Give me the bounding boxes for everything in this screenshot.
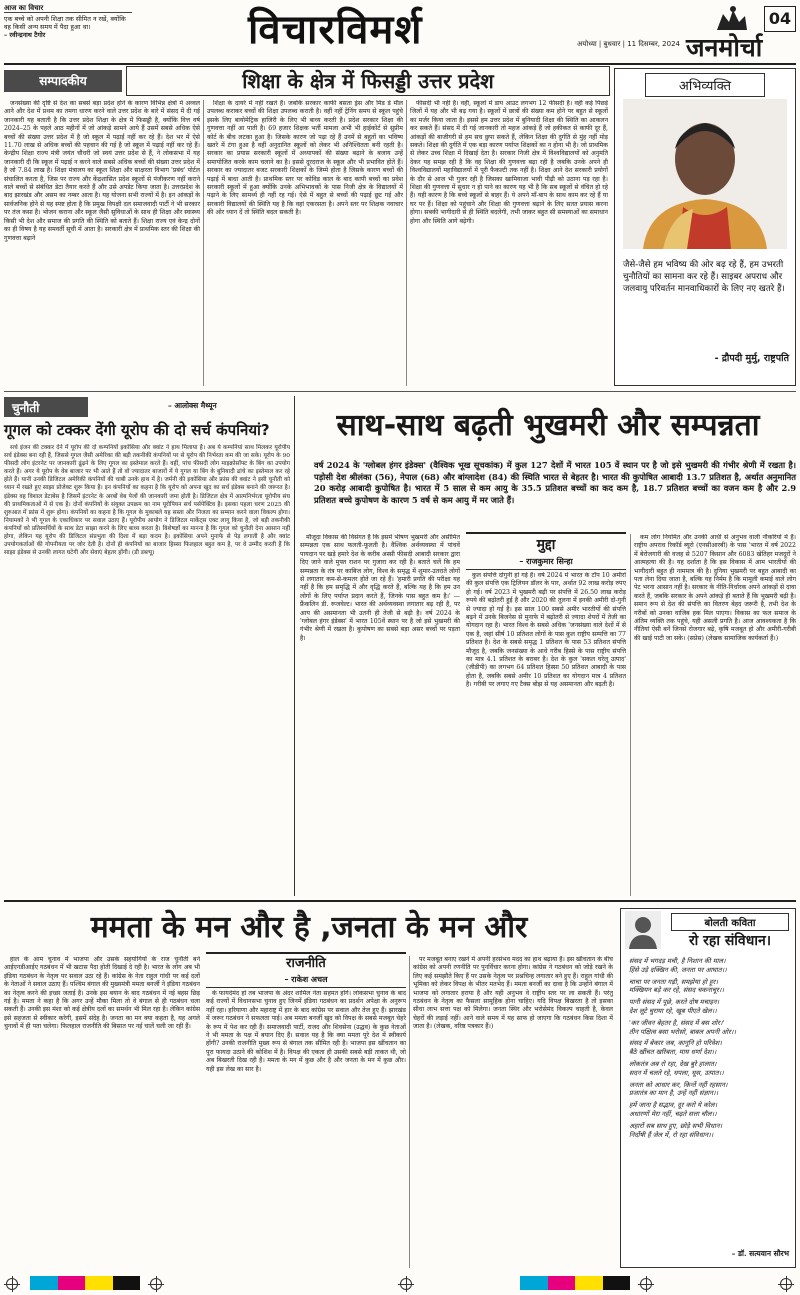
- col-divider: [630, 534, 631, 896]
- poem-line: अधारणों मेरा नहीं, चढ़ते सत्ता चौल।।: [629, 1109, 717, 1118]
- opinion-attribution: - द्रौपदी मुर्मु, राष्ट्रपति: [714, 353, 789, 364]
- challenge-author: – आलोक्स मैथ्यून: [168, 401, 217, 410]
- poem-poet: – डॉ. सत्यवान सौरभ: [731, 1249, 789, 1258]
- poem-line: बैठे खींचत खरिबता, माघ धर्णा देश।।: [629, 1048, 717, 1057]
- col-divider: [409, 956, 410, 1268]
- editorial-headline: शिक्षा के क्षेत्र में फिसड्डी उत्तर प्रदेश: [126, 66, 610, 96]
- poem-line: पानी संसद में पूछे, करते दोष मचाइन।: [629, 998, 719, 1007]
- editorial-col-1-text: जनसंख्या की दृष्टि से देश का सबसे बड़ा प्रदेश होने के कारण विभिन्न क्षेत्रों में अव्वल आने और देश में प्रथम का तमगा धारण करने वाले उत्तर प्रदेश के बारे में संसद में दी गई जानकारी यह बताती है कि उत्तर प्रदेश शिक्षा के क्षेत्र में फिसड्डी है, क्योंकि वित्त वर्ष 2024–25 के पहले आठ महीनों में जो आंकड़े सामने आये हैं उसमें सबसे अधिक ऐसे बच्चों की संख्या उत्तर प्रदेश में है जो स्कूल में पढ़ाई नहीं कर रहे हैं। देश भर में ऐसे 11.70 लाख से अधिक बच्चों की पहचान की गई है जो स्कूल में पढ़ाई नहीं कर रहे हैं। केन्द्रीय शिक्षा राज्य मंत्री जयंत चौधरी जो स्वयं उत्तर प्रदेश से हैं, ने लोकसभा में यह जानकारी दी कि स्कूल में पढ़ाई न करने वाले सबसे अधिक बच्चों की संख्या उत्तर प्रदेश में है जो 7.84 लाख है। शिक्षा मंत्रालय का स्कूल शिक्षा और साक्षरता विभाग 'प्रबंध' पोर्टल संचालित करता है, जिस पर राज्य और केंद्रशासित प्रदेश स्कूलों से पंजीकरण नहीं कराने वाले बच्चों से संबंधित डेटा तैयार करते हैं और उसे अपडेट किया जाता है। उत्तरप्रदेश के बाद झारखंड और असम का नम्बर आता है। यह योजना सभी राज्यों में है। इन आंकड़ों के सार्वजनिक होने से यह स्पष्ट होता है कि प्रमुख विपक्षी दल समाजवादी पार्टी ने भी सरकार पर तंज कसा है। भोजन कराना और स्कूल जैसी सुविधाओं के साथ ही शिक्षा और स्वास्थ्य किसी भी देश और समाज की प्रगति की स्थिति को बताते हैं। शिक्षा राज्य एवं केन्द्र दोनों का ही विषय है यह समवर्ती सूची में आता है। सरकारी क्षेत्र में प्राथमिक स्तर की शिक्षा की गुणवत्ता बढ़ाने: [4, 100, 200, 242]
- poem-box: [620, 908, 796, 1268]
- section-rule: [4, 391, 796, 392]
- opinion-title: अभिव्यक्ति: [645, 73, 765, 97]
- challenge-headline: गूगल को टक्कर देंगी यूरोप की दो सर्च कंपनियां?: [4, 421, 270, 439]
- section-title: [248, 2, 422, 58]
- poem-label: बोलती कविता: [671, 913, 789, 931]
- poem-line: संसद में भगदड़ मची, है निशान की माल।: [629, 957, 726, 965]
- editorial-label: सम्पादकीय: [4, 70, 122, 92]
- thought-box: [4, 4, 132, 60]
- feature-col-2: [466, 572, 626, 896]
- poem-line: अहारों सब साथ हुए, छोड़े सभी विधान।: [629, 1121, 723, 1130]
- portrait-icon: [623, 99, 787, 249]
- poet-portrait-icon: [625, 911, 661, 949]
- opinion-box: [614, 68, 796, 386]
- mudda-author: – राजकुमार सिन्हा: [466, 556, 626, 570]
- poem-line: निर्दोषी हैं जेल में, रो रहा संविधान।।: [629, 1130, 714, 1139]
- page-number: 04: [764, 6, 796, 32]
- thought-box-title: आज का विचार: [4, 4, 132, 13]
- challenge-label: चुनौती: [4, 397, 88, 417]
- feature-col-3: [634, 534, 796, 896]
- feature-headline: साथ-साथ बढ़ती भुखमरी और सम्पन्नता: [336, 408, 760, 443]
- poem-line: प्रजातंत्र का मान है, उन्हें नहीं संज्ञान।।: [629, 1089, 719, 1098]
- politics-col-3: [413, 956, 613, 1268]
- politics-col-3-text: पर मजबूत बनाए रखने में अपनी हरसंभव मदद का हाथ बढ़ाया है। इस खींचतान के बीच कांग्रेस को अपनी रणनीति पर पुनर्विचार करना होगा। कांग्रेस ने गठबंधन को जोड़े रखने के लिए कई समझौते किए हैं पर उसके नेतृत्व पर प्रश्नचिन्ह लगातार बने हुए हैं। राहुल गांधी की भूमिका को लेकर विपक्ष के भीतर मतभेद हैं। ममता बनर्जी का दावा है कि उन्होंने बंगाल में भाजपा को लगातार हराया है और यही अनुभव वे राष्ट्रीय स्तर पर ला सकती हैं। परंतु गठबंधन के नेतृत्व का फैसला सामूहिक होना चाहिए। यदि विपक्ष बिखरता है तो इसका सीधा लाभ सत्ता पक्ष को मिलेगा। जनता स्थिर और भरोसेमंद विकल्प चाहती है, केवल चेहरों की लड़ाई नहीं। आने वाले समय में यह साफ हो जाएगा कि गठबंधन किस दिशा में जाता है। (लेखक, वरिष्ठ पत्रकार हैं।): [413, 956, 613, 1031]
- registration-mark: [6, 1278, 18, 1290]
- editorial-col-2-text: शिक्षा के दायरे में नहीं रखते हैं। जबकि सरकार काफी बसता ड्रेस और मिड डे मील उपलब्ध कराकर बच्चों की शिक्षा उपलब्ध कराती है। वहीं नहीं ट्रेनिंग समय से स्कूल पहुंचे इसके लिए बायोमेट्रिक हाजिरी के लिए भी बाध्य करती है। प्रदेश सरकार शिक्षा की गुणवत्ता नहीं आ पाती है। 69 हजार शिक्षक भर्ती मामला अभी भी हाईकोर्ट से सुप्रीम कोर्ट के बीच लटका हुआ है। जिसके कारण जो पढ़ा रहे हैं उनमें से बहुतों का भविष्य खतरे में टंगा हुआ है वहीं अनुदानित स्कूलों को लेकर भी अनिश्चितता बनी रहती है। सरकार का प्रयास सरकारी स्कूलों में अध्यापकों की संख्या बढ़ाने के बजाय उन्हें समायोजित करके काम चलाने का है। इससे दूरदराज के स्कूल और भी प्रभावित होते हैं। सरकार का ज्यादातर बजट सरकारी शिक्षकों के जिम्मे होता है जिसके कारण बच्चों की पढ़ाई में बाधा आती है। प्राथमिक स्तर पर कोविड काल के बाद कापी बच्चों का प्रवेश सरकारी स्कूलों में हुआ क्योंकि उनके अभिभावकों के पास निजी क्षेत्र के विद्यालयों में पढ़ाने के लिए सामर्थ्य ही नहीं रह गई। ऐसे में बहुत से बच्चों की पढ़ाई छूट गई और सरकारी विद्यालयों की स्थिति यह है कि वहां एकरसता है। अपने स्तर पर शिक्षक नवाचार की ओर ध्यान दें तो स्थिति बदल सकती है।: [207, 100, 403, 217]
- politics-col-2-text: के फायदेमंद हो तब भाजपा के अंदर शामिल नेता सहमत होंगे। लोकसभा चुनाव के बाद कई राज्यों में विधानसभा चुनाव हुए जिनमें इंडिया गठबंधन का प्रदर्शन अपेक्षा के अनुरूप नहीं रहा। हरियाणा और महाराष्ट्र में हार के बाद कांग्रेस पर सवाल और तेज हुए हैं। झारखंड में जरूर गठबंधन ने सफलता पाई। अब ममता बनर्जी खुद को विपक्ष के सबसे मजबूत चेहरे के रूप में पेश कर रही हैं। समाजवादी पार्टी, राजद और शिवसेना (उद्धव) के कुछ नेताओं ने भी ममता के पक्ष में बयान दिए हैं। सवाल यह है कि क्या ममता पूरे देश में स्वीकार्य होंगी? उनकी राजनीति मुख्य रूप से बंगाल तक सीमित रही है। भाजपा इस खींचतान का पूरा फायदा उठाने की कोशिश में है। विपक्ष की एकता ही उसकी सबसे बड़ी ताकत थी, जो अब बिखरती दिख रही है। ममता के मन में कुछ और है और जनता के मन में कुछ और। यही इस लेख का सार है।: [206, 990, 406, 1073]
- cmyk-swatch: [548, 1276, 576, 1290]
- poem-line: हमें जाना है सद्भाव, दूर करो ये कोल।: [629, 1101, 717, 1110]
- poem-line: चाचा पर जनता गढ़ी, समझेया हो हूर।: [629, 977, 718, 986]
- poem-line: तीन पक्षित्व बसा भरोसो, बाबल अपनी ओर।।: [629, 1027, 736, 1036]
- politics-col-1-text: हाल के आम चुनाव में भाजपा और उसके सहयोगियों के राज चुनौती बने आईएनडीआईए गठबंधन में भी खटास पैदा होती दिखाई दे रही है। भारत के लोग अब भी इंडिया गठबंधन के नेतृत्व पर सवाल उठा रहे हैं। कांग्रेस के नेता राहुल गांधी पर कई दलों के नेताओं ने सवाल उठाए हैं। पश्चिम बंगाल की मुख्यमंत्री ममता बनर्जी ने इंडिया गठबंधन का नेतृत्व करने की इच्छा जताई है। उनके इस बयान के बाद गठबंधन में नई बहस छिड़ गई है। ममता ने कहा है कि अगर उन्हें मौका मिला तो वे बंगाल से ही गठबंधन चला सकती हैं। उनकी इस मंशा को कई क्षेत्रीय दलों का समर्थन भी मिल रहा है। लेकिन कांग्रेस इसे सहजता से स्वीकार करेगी, इसमें संदेह है। जनता का मन क्या कहता है, यह अगले चुनावों में ही पता चलेगा। फिलहाल राजनीति की बिसात पर नई चालें चली जा रही हैं।: [4, 956, 200, 1031]
- editorial-col-2: [207, 100, 403, 386]
- section-rule: [4, 900, 796, 902]
- cmyk-swatch: [30, 1276, 58, 1290]
- feature-col-3-text: कम लोग नियमित और उनकी आधी से अनुभव वाली नौकरियों में हैं। राष्ट्रीय अपराध रिकॉर्ड ब्यूरो (एनसीआरबी) के पास 'भारत में वर्ष 2022 में बेरोजगारी की वजह से 5207 किसान और 6083 खेतिहर मजदूरों ने आत्महत्या की है। यह दर्शाता है कि इस विकास में आम भारतीयों की भागीदारी बहुत ही नाममात्र की है। दुनिया भुखमरी पर बहुत आबादी का पता लेना दिया जाता है, बल्कि यह निर्मम है कि मामूली कमाई वाले लोग पेट भरना आसान नहीं है। सरकार के नीति-निर्धारक अपने आंकड़ों से दावा करते हैं, जबकि सरकार के अपने आंकड़े ही बताते हैं कि भुखमरी बढ़ी है। समान रूप से देश की संपत्ति का वितरण बेहद जरूरी है, तभी देश के गरीबों को उनका वाजिब हक मिल पाएगा। विकास का फल समाज के अंतिम व्यक्ति तक पहुंचे, यही असली प्रगति है। आज आवश्यकता है कि नीतियां ऐसी बनें जिनसे रोजगार बढ़े, कृषि मजबूत हो और अमीरी-गरीबी की खाई पाटी जा सके। (सप्रेस) (लेखक सामाजिक कार्यकर्ता हैं।): [634, 534, 796, 642]
- poem-line: 'कर जीवन बेहतर है, संसद में बस शोर।': [629, 1018, 725, 1027]
- masthead-rule: [4, 63, 796, 65]
- president-photo: [623, 99, 787, 249]
- section-title-b: विमर्श: [335, 7, 423, 53]
- politics-col-1: [4, 956, 200, 1268]
- cmyk-bar: [520, 1276, 630, 1290]
- cmyk-swatch: [58, 1276, 86, 1290]
- section-title-a: विचार: [248, 7, 336, 53]
- politics-col-2: [206, 990, 406, 1268]
- challenge-body-text: सर्च इंजन की टक्कर देने में यूरोप की दो कम्पनियों इकोसिया और क्वांट ने हाथ मिलाया है। अब ये कम्पनियां साथ मिलकर यूरोपीय सर्च इंडेक्स बना रही हैं, जिससे गूगल जैसी अमेरिका की बड़ी तकनीकी कंपनियों पर से यूरोप की निर्भरता कम की जा सके। यूरोप के 90 फीसदी लोग इंटरनेट पर जानकारी ढूंढ़ने के लिए गूगल का इस्तेमाल करते हैं। वहीं, पांच फीसदी लोग माइक्रोसॉफ्ट के बिंग का उपयोग करते हैं। अगर ये यूरोप के वेब बाजार पर भी आते हैं तो वो ज्यादातर बाजारों में ये गूगल या बिंग के बुनियादी ढांचे का इस्तेमाल कर रहे होते हैं। यानी उनकी डिजिटल अमेरिकी कंपनियों की चाबी उनके हाथ में है। जर्मनी की इकोसिया और फ्रांस की क्वांट ने इसी चुनौती को ध्यान में रखते हुए साझा प्रोजेक्ट शुरू किया है। इन कंपनियों का कहना है कि यूरोप को अपना खुद का सर्च इंडेक्स बनाने की जरूरत है। इंडेक्स वह विशाल डेटाबेस है जिसमें इंटरनेट के अरबों वेब पेजों की जानकारी जमा होती है। डिजिटल क्षेत्र में आत्मनिर्भरता यूरोपीय संघ की प्राथमिकताओं में से एक है। दोनों कंपनियों के संयुक्त उपक्रम का नाम यूरोपियन सर्च पर्सपेक्टिव है। इसका पहला चरण 2025 की शुरुआत में फ्रांस में शुरू होगा। कंपनियों का कहना है कि गूगल के मुकाबले यह सस्ता और निजता का सम्मान करने वाला विकल्प होगा। नियामकों ने भी गूगल के एकाधिकार पर सवाल उठाए हैं। यूरोपीय आयोग ने डिजिटल मार्केट्स एक्ट लागू किया है, जो बड़ी तकनीकी कंपनियों को प्रतिस्पर्धियों के साथ डेटा साझा करने के लिए बाध्य करता है। विशेषज्ञों का मानना है कि गूगल को चुनौती देना आसान नहीं होगा, लेकिन यह यूरोप की डिजिटल संप्रभुता की दिशा में बड़ा कदम है। इकोसिया अपने मुनाफे से पेड़ लगाती है और क्वांट उपयोगकर्ताओं की गोपनीयता पर जोर देती है। दोनों ही कंपनियों का बाजार हिस्सा फिलहाल बहुत कम है, पर वे उम्मीद करती हैं कि साझा इंडेक्स से उनकी लागत घटेगी और सेवाएं बेहतर होंगी। (डी डब्ल्यू): [4, 445, 290, 557]
- date-line: अयोध्या | बुधवार | 11 दिसम्बर, 2024: [576, 40, 680, 48]
- col-divider: [203, 100, 204, 386]
- cmyk-swatch: [575, 1276, 603, 1290]
- opinion-quote: जैसे-जैसे हम भविष्य की ओर बढ़ रहे हैं, हम उभरती चुनौतियों का सामना कर रहे हैं। साइबर अपराध और जलवायु परिवर्तन मानवाधिकारों के लिए नए खतरे हैं।: [623, 260, 785, 294]
- editorial-col-3: [410, 100, 608, 386]
- registration-mark: [150, 1278, 162, 1290]
- politics-author: – राकेश अचल: [206, 974, 406, 988]
- poem-title: रो रहा संविधान।: [688, 933, 772, 949]
- poem-line: मक्खियन बड़े कर रहे, संसद चकनाचूर।।: [629, 986, 724, 995]
- registration-mark: [400, 1278, 412, 1290]
- col-divider: [294, 396, 295, 896]
- politics-label: राजनीति: [206, 952, 406, 972]
- poem-lines: [629, 957, 791, 1139]
- feature-col-2-text: कुल संपत्ति दोगुनी हो गई है। वर्ष 2024 में भारत के टॉप 10 अमीरों की कुल संपत्ति एक ट्रिलियन डॉलर के पार, अर्थात 92 लाख करोड़ रुपए हो गई। वर्ष 2023 में भुखमरी बढ़ी पर संपत्ति में 26.50 लाख करोड़ रुपये की बढ़ोतरी हुई है और 2020 की तुलना में इनकी अमीरी दो-गुनी से ज्यादा हो गई है। इस साल 100 सबसे अमीर भारतीयों की संपत्ति बढ़ने में उनके बिजनेस से मुनाफे में बढ़ोतरी से ज्यादा शेयरों में तेजी का योगदान रहा है। भारत विश्व के सबसे अधिक 'जनसंख्या वाले देशों में से एक है, जहां सीर्ष 10 प्रतिशत लोगों के पास कुल राष्ट्रीय सम्पत्ति का 77 प्रतिशत है। देश के सबसे समृद्ध 1 प्रतिशत के पास 53 प्रतिशत संपत्ति मौजूद है, जबकि जनसंख्या के आधे गरीब हिस्से के पास राष्ट्रीय संपत्ति का मात्र 4.1 प्रतिशत के बराबर है। देश के कुल 'सकल घरेलू उत्पाद' (जीडीपी) का लगभग 64 प्रतिशत हिस्सा 50 प्रतिशत आबादी के पास होता है, जबकि सबसे अमीर 10 प्रतिशत का योगदान मात्र 4 प्रतिशत है। गरीबी पर लगाए गए टैक्स बोझ से यह असमानता और बढ़ती है।: [466, 572, 626, 689]
- feature-col-1: [300, 534, 460, 896]
- thought-box-text: एक बच्चे को अपनी शिक्षा तक सीमित न रखें, क्योंकि वह किसी अन्य समय में पैदा हुआ था।: [4, 15, 126, 31]
- editorial-col-3-text: फीसदी भी नहीं है। वहीं, स्कूलों में डाय आउट लगभग 12 फीसदी है। वहीं कई पिछड़े जिलों में यह और भी बढ़ गया है। स्कूलों में छात्रों की संख्या कम होने पर बहुत से स्कूलों का मर्जर किया जाता है। इससे हम उत्तर प्रदेश में बुनियादी शिक्षा की स्थिति का आकलन कर सकते हैं। संसद में दी गई जानकारी तो महज आंकड़े हैं जो हकीकत से काफी दूर हैं, आंकड़ों की बाजीगरी से हम सच छुपा सकते हैं, लेकिन शिक्षा की दुर्गति से मुंह नहीं मोड़ सकते। शिक्षा की दुर्गति में एक बड़ा कारण पर्याप्त शिक्षकों का न होना भी है। जो प्राथमिक से लेकर उच्च शिक्षा में दिखाई देता है। सरकार निजी क्षेत्र में विश्वविद्यालयों को अनुमति देकर यह समझ रही है कि वह शिक्षा की गुणवत्ता बढ़ा रही है जबकि उनके अपने ही विश्वविद्यालयों महाविद्यालयों में पूरी फैकल्टी तक नहीं है। शिक्षा आने देश सरकारी प्रयोगों के दौर से आज भी गुजर रही है जिसका खामियाजा भावी पीढ़ी को उठाना पड़ रहा है। शिक्षा की गुणवत्ता में सुधार न हो पाने का कारण यह भी है कि सब स्कूलों से वंचित हो रहे हैं। यही कारण है कि बच्चे स्कूलों से बाहर हैं। ये अपने माँ-बाप के साथ काम कर रहे हैं या घर पर हैं। शिक्षा को पहुंचाने और शिक्षा की गुणवत्ता बढ़ाने के लिए सतत प्रयास करना होगा। सबकी भागीदारी से ही स्थिति बदलेगी, तभी जाकर बहुत सी समस्याओं का समाधान होगा और स्थिति आगे बढ़ेगी।: [410, 100, 608, 225]
- paper-name: जनमोर्चा: [686, 33, 763, 62]
- poem-line: हिंसे उड़े दक्खिन की, जनता पर आघात।।: [629, 965, 727, 974]
- poem-line: लोकतंत्र अब रो रहा, देख बुरे हालात।: [629, 1059, 717, 1068]
- poem-line: सदन में चलते रहे, घपला, घूस, उत्पात।।: [629, 1068, 724, 1077]
- registration-mark: [640, 1278, 652, 1290]
- registration-mark: [780, 1278, 792, 1290]
- feature-col-1-text: मौजूदा विकास की विसंगत है कि इसमें भीषण भुखमरी और असीमित सम्पन्नता एक साथ फलती-फूलती है। वैश्विक अर्थव्यवस्था में पांचवें पायदान पर खड़े हमारे देश के करीब अस्सी फीसदी आबादी सरकार द्वारा दिए जाने वाले मुफ्त राशन पर गुजारा कर रही है। बताते चलें कि हम सम्पन्नता के तंत्र पर काबिज लोग, विश्व के समृद्ध में शुमार-उतराते लोगों से लगातार कम-से-कमतर होते जा रहे हैं। 'हमारी प्रगति की परीक्षा यह नहीं है कि हम समृद्धि में और वृद्धि करते हैं, बल्कि यह है कि हम उन लोगों के लिए पर्याप्त प्रदान करते हैं, जिनके पास बहुत कम है।' — फ्रैंकलिन डी. रूजवेल्ट। भारत की अर्थव्यवस्था लगातार बढ़ रही है, पर आय की असमानता भी उतनी ही तेजी से बढ़ी है। वर्ष 2024 के 'ग्लोबल हंगर इंडेक्स' में भारत 105वें स्थान पर है जो इसे भुखमरी की गंभीर श्रेणी में रखता है। कुपोषण का सबसे बड़ा असर बच्चों पर पड़ता है।: [300, 534, 460, 642]
- thought-box-author: – रवीन्द्रनाथ टैगोर: [4, 31, 46, 39]
- poem-line: संसद में बेकार जब, कानूनि हो परिवेश।: [629, 1039, 722, 1048]
- poem-line: जनता को आधार कर, किन्तें नहीं रहसान।: [629, 1080, 728, 1089]
- politics-banner: ममता के मन और है ,जनता के मन और: [90, 910, 528, 945]
- cmyk-swatch: [520, 1276, 548, 1290]
- challenge-body: [4, 444, 290, 896]
- cmyk-swatch: [113, 1276, 141, 1290]
- cmyk-bar: [30, 1276, 140, 1290]
- feature-intro: वर्ष 2024 के 'ग्लोबल हंगर इंडेक्स' (वैश्विक भूख सूचकांक) में कुल 127 देशों में भारत 105 वें स्थान पर है जो इसे भुखमरी की गंभीर श्रेणी में रखता है। पड़ोसी देश श्रीलंका (56), नेपाल (68) और बांग्लादेश (84) की स्थिति भारत से बेहतर है। भारत की कुपोषित आबादी 13.7 प्रतिशत है, अर्थात अनुमानित 20 करोड़ आबादी कुपोषित है। भारत में 5 साल से कम आयु के 35.5 प्रतिशत बच्चों का कद कम है, 18.7 प्रतिशत बच्चों का वजन कम है और 2.9 प्रतिशत बच्चे कुपोषण के कारण 5 वर्ष से कम आयु में मर जाते हैं।: [314, 460, 796, 505]
- mudda-label: मुद्दा: [466, 532, 626, 554]
- editorial-col-1: [4, 100, 200, 386]
- poem-line: देश लूटे चुराया रहे, खूब पीएते खेल।।: [629, 1006, 717, 1015]
- cmyk-swatch: [85, 1276, 113, 1290]
- cmyk-swatch: [603, 1276, 631, 1290]
- col-divider: [406, 100, 407, 386]
